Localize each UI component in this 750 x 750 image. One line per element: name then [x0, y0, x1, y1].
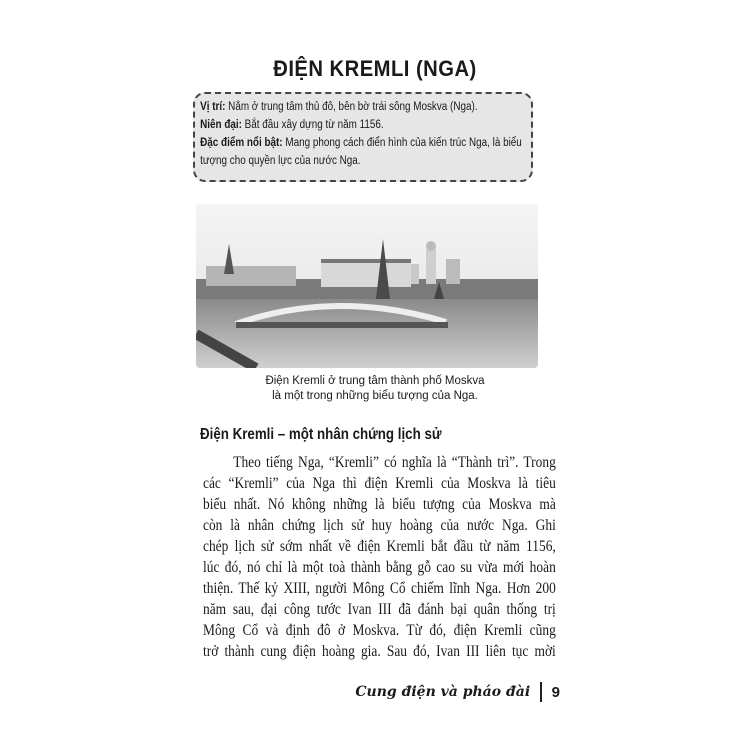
info-feature: Đặc điểm nổi bật: Mang phong cách điển hình của kiến trúc Nga, là biểu tượng cho quyền lực của nước Nga. — [200, 137, 522, 167]
footer-divider — [540, 682, 542, 702]
photo-caption: Điện Kremli ở trung tâm thành phố Moskva là một trong những biểu tượng của Nga. — [265, 375, 485, 402]
body-paragraph — [203, 452, 556, 662]
paragraph-line: các “Kremli” của Nga thì điện Kremli của Moskva là tiêu — [203, 475, 556, 492]
page-number: 9 — [551, 683, 560, 701]
page-title: ĐIỆN KREMLI (NGA) — [273, 56, 477, 81]
info-location: Vị trí: Nằm ở trung tâm thủ đô, bên bờ trái sông Moskva (Nga). — [200, 101, 478, 113]
running-footer-section: Cung điện và pháo đài — [355, 684, 531, 700]
paragraph-line: Mông Cổ và định đô ở Moskva. Từ đó, điện Kremli cũng — [203, 622, 556, 639]
paragraph-line: trở thành cung điện hoàng gia. Sau đó, Ivan III liên tục mời — [203, 643, 556, 660]
paragraph-line: thiện. Thế kỷ XIII, người Mông Cổ chiếm lĩnh Nga. Hơn 200 — [203, 580, 556, 597]
info-era: Niên đại: Bắt đầu xây dựng từ năm 1156. — [200, 119, 384, 131]
info-box — [193, 92, 533, 182]
kremlin-photo — [196, 204, 538, 368]
paragraph-line: lúc đó, nó chỉ là một toà thành bằng gỗ cao su vừa mới hoàn — [203, 559, 556, 576]
info-box-content — [195, 94, 527, 174]
paragraph-line: chép lịch sử sớm nhất về điện Kremli bắt đầu từ năm 1156, — [203, 538, 556, 555]
page-footer — [355, 682, 560, 702]
paragraph-line: Theo tiếng Nga, “Kremli” có nghĩa là “Thành trì”. Trong — [233, 454, 556, 471]
paragraph-line: năm sau, đại công tước Ivan III đã đánh bại quân thống trị — [203, 601, 556, 618]
section-heading: Điện Kremli – một nhân chứng lịch sử — [200, 426, 442, 443]
paragraph-line: biểu nhất. Nó không những là biểu tượng của Moskva mà — [203, 496, 556, 513]
paragraph-line: còn là nhân chứng lịch sử huy hoàng của nước Nga. Ghi — [203, 517, 556, 534]
